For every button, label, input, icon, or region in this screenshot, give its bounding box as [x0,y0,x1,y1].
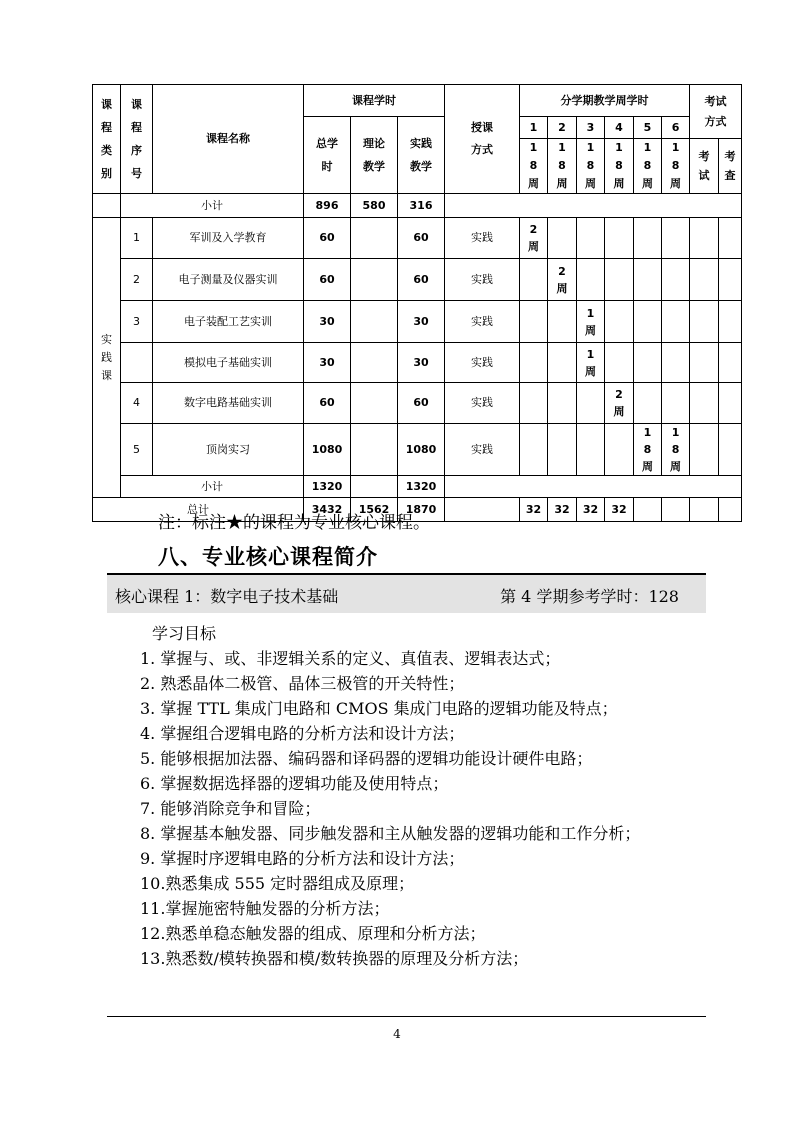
header-check: 考查 [719,139,742,194]
header-semester-2: 2 [548,117,577,139]
list-item: 5. 能够根据加法器、编码器和译码器的逻辑功能设计硬件电路； [140,749,593,768]
row-method: 实践 [445,218,520,259]
row-total: 60 [304,259,351,301]
row-s1 [520,424,548,476]
list-item: 9. 掌握时序逻辑电路的分析方法和设计方法； [140,849,465,868]
row-practice: 60 [398,383,445,424]
header-weeks-5: 18周 [634,139,662,194]
subtotal-label: 小计 [121,476,304,498]
row-s2 [548,383,577,424]
row-s5 [634,343,662,383]
course-hours: 第 4 学期参考学时：128 [500,587,679,606]
row-s3 [577,383,605,424]
page-number: 4 [393,1027,401,1041]
row-practice: 1080 [398,424,445,476]
table-note: 注：标注★的课程为专业核心课程。 [158,513,430,533]
subtotal-total: 896 [304,194,351,218]
row-s1 [520,343,548,383]
row-seq: 1 [121,218,153,259]
header-semester-5: 5 [634,117,662,139]
list-item: 2. 熟悉晶体二极管、晶体三极管的开关特性； [140,674,465,693]
grand-total-s2: 32 [548,498,577,522]
row-s2 [548,218,577,259]
list-item: 3. 掌握 TTL 集成门电路和 CMOS 集成门电路的逻辑功能及特点； [140,699,618,718]
row-total: 30 [304,301,351,343]
header-semester-6: 6 [662,117,690,139]
grand-total-s1: 32 [520,498,548,522]
grand-total-total: 3432 [304,498,351,522]
header-semester-4: 4 [605,117,634,139]
header-semester-1: 1 [520,117,548,139]
row-s3 [577,424,605,476]
row-name: 数字电路基础实训 [153,383,304,424]
grand-total-label: 总计 [93,498,304,522]
row-total: 30 [304,343,351,383]
subtotal-row [93,194,742,218]
header-semester-group: 分学期教学周学时 [520,85,690,117]
row-practice: 60 [398,259,445,301]
row-s6 [662,259,690,301]
header-weeks-6: 18周 [662,139,690,194]
header-practice: 实践教学 [398,117,445,194]
list-item: 4. 掌握组合逻辑电路的分析方法和设计方法； [140,724,465,743]
row-name: 电子测量及仪器实训 [153,259,304,301]
course-title: 核心课程 1：数字电子技术基础 [115,587,339,606]
row-s6 [662,218,690,259]
row-total: 60 [304,383,351,424]
row-method: 实践 [445,383,520,424]
subtotal-practice: 1320 [398,476,445,498]
header-name: 课程名称 [153,85,304,194]
header-weeks-2: 18周 [548,139,577,194]
row-s3: 1周 [577,343,605,383]
row-s5: 18周 [634,424,662,476]
course-schedule-table [92,84,742,522]
row-s4 [605,301,634,343]
row-method: 实践 [445,259,520,301]
row-theory [351,343,398,383]
list-item: 6. 掌握数据选择器的逻辑功能及使用特点； [140,774,449,793]
row-s6 [662,301,690,343]
section-divider [107,1016,706,1017]
list-item: 13.熟悉数/模转换器和模/数转换器的原理及分析方法； [140,949,529,968]
course-header-bar [107,573,706,613]
row-s4 [605,424,634,476]
row-seq: 3 [121,301,153,343]
header-exam-group: 考试方式 [690,85,742,139]
row-s5 [634,301,662,343]
table-row [93,343,742,383]
header-total: 总学时 [304,117,351,194]
row-practice: 60 [398,218,445,259]
row-seq: 4 [121,383,153,424]
table-row [93,218,742,259]
list-item: 11.掌握施密特触发器的分析方法； [140,899,390,918]
row-name: 模拟电子基础实训 [153,343,304,383]
grand-total-theory: 1562 [351,498,398,522]
row-s6 [662,343,690,383]
grand-total-s3: 32 [577,498,605,522]
header-exam: 考试 [690,139,719,194]
row-method: 实践 [445,424,520,476]
row-s5 [634,383,662,424]
list-item: 10.熟悉集成 555 定时器组成及原理； [140,874,415,893]
row-method: 实践 [445,343,520,383]
list-item: 1. 掌握与、或、非逻辑关系的定义、真值表、逻辑表达式； [140,649,561,668]
row-theory [351,383,398,424]
row-s2 [548,301,577,343]
row-s3 [577,259,605,301]
subtotal-practice: 316 [398,194,445,218]
row-name: 顶岗实习 [153,424,304,476]
section-title: 八、专业核心课程简介 [158,544,378,569]
goals-heading: 学习目标 [152,624,217,643]
subtotal-total: 1320 [304,476,351,498]
row-s1 [520,259,548,301]
row-s4 [605,343,634,383]
row-s2 [548,424,577,476]
subtotal-row [93,476,742,498]
row-seq: 2 [121,259,153,301]
list-item: 8. 掌握基本触发器、同步触发器和主从触发器的逻辑功能和工作分析； [140,824,641,843]
subtotal-theory: 580 [351,194,398,218]
row-name: 电子装配工艺实训 [153,301,304,343]
row-s1 [520,383,548,424]
row-theory [351,218,398,259]
header-theory: 理论教学 [351,117,398,194]
row-s4 [605,218,634,259]
row-s6 [662,383,690,424]
row-s2 [548,343,577,383]
row-s4: 2周 [605,383,634,424]
row-practice: 30 [398,343,445,383]
row-name: 军训及入学教育 [153,218,304,259]
row-practice: 30 [398,301,445,343]
header-hours-group: 课程学时 [304,85,445,117]
header-method: 授课方式 [445,85,520,194]
row-s1 [520,301,548,343]
table-row [93,301,742,343]
table-row [93,383,742,424]
row-s3: 1周 [577,301,605,343]
row-theory [351,301,398,343]
header-category: 课程类别 [93,85,121,194]
row-seq: 5 [121,424,153,476]
subtotal-label: 小计 [121,194,304,218]
row-seq [121,343,153,383]
row-method: 实践 [445,301,520,343]
row-total: 1080 [304,424,351,476]
row-s4 [605,259,634,301]
header-weeks-3: 18周 [577,139,605,194]
header-seq: 课程序号 [121,85,153,194]
practical-category: 实践课 [93,218,121,498]
row-s6: 18周 [662,424,690,476]
grand-total-practice: 1870 [398,498,445,522]
table-row [93,259,742,301]
table-row [93,424,742,476]
list-item: 12.熟悉单稳态触发器的组成、原理和分析方法； [140,924,486,943]
header-weeks-1: 18周 [520,139,548,194]
row-s1: 2周 [520,218,548,259]
header-weeks-4: 18周 [605,139,634,194]
row-s5 [634,218,662,259]
goals-list [140,646,705,971]
row-theory [351,424,398,476]
row-theory [351,259,398,301]
header-semester-3: 3 [577,117,605,139]
list-item: 7. 能够消除竞争和冒险； [140,799,321,818]
row-total: 60 [304,218,351,259]
grand-total-s4: 32 [605,498,634,522]
row-s5 [634,259,662,301]
row-s2: 2周 [548,259,577,301]
row-s3 [577,218,605,259]
